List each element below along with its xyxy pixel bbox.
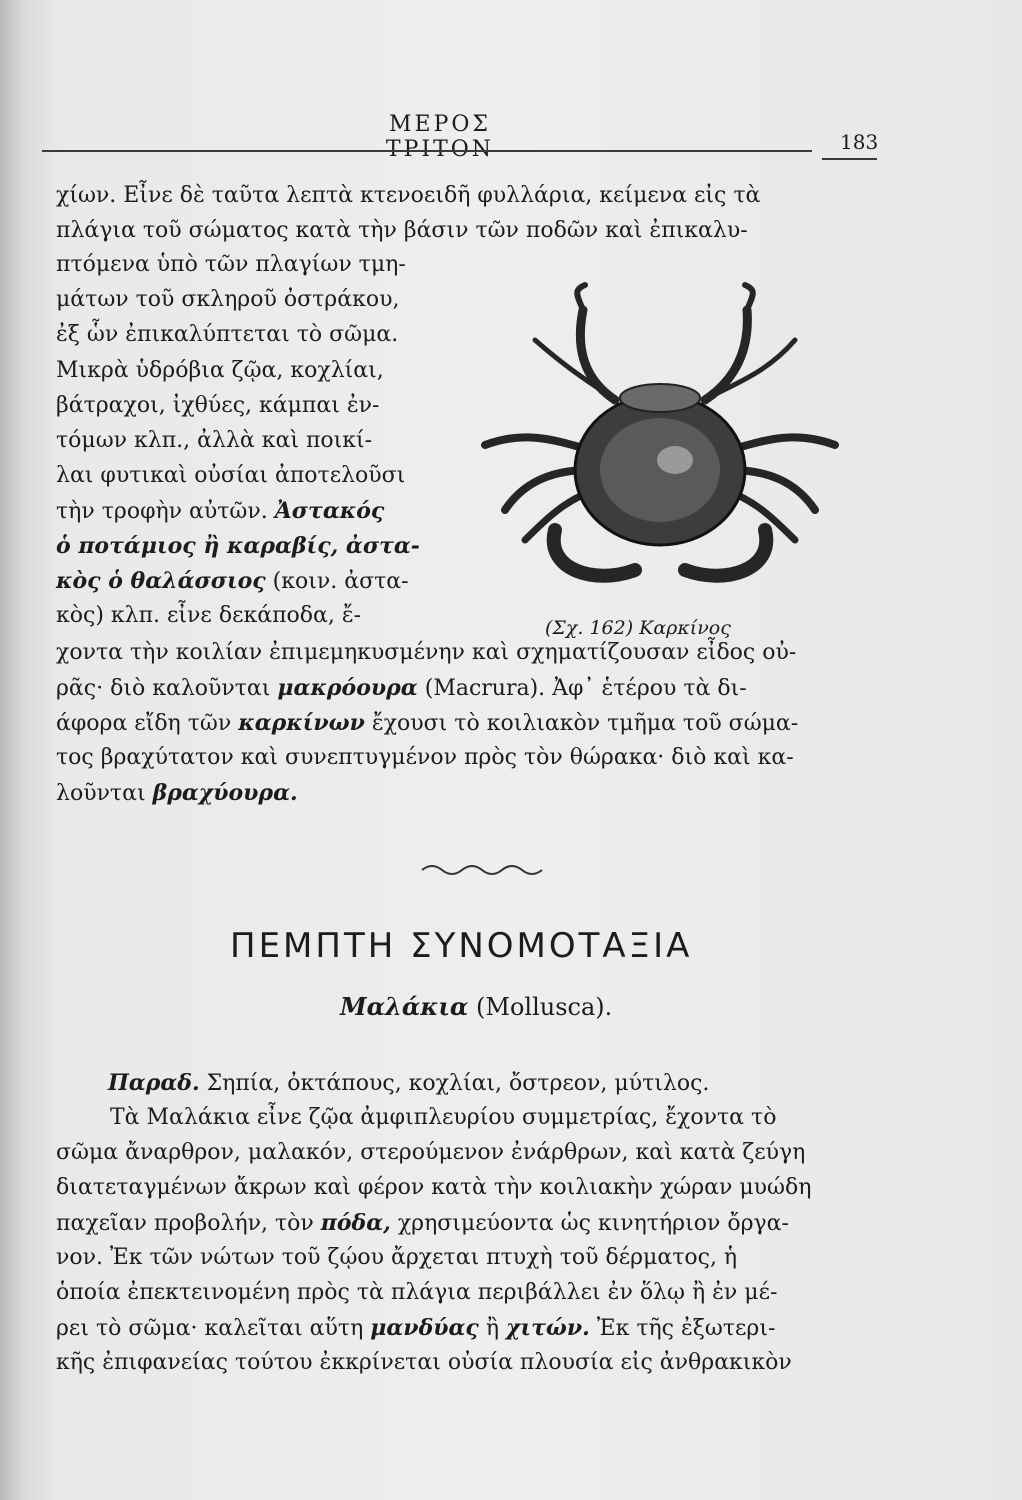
- term-mandyas: μανδύας: [370, 1315, 479, 1341]
- term-thalassios: κὸς ὁ θαλάσσιος: [56, 568, 266, 594]
- text-span: ἢ: [485, 1316, 500, 1341]
- text-line: χίων. Εἶνε δὲ ταῦτα λεπτὰ κτενοειδῆ φυλλάρια, κείμενα εἰς τὰ: [56, 183, 761, 208]
- text-span: (Macrura). Ἀφ᾿ ἑτέρου τὰ δι-: [424, 676, 747, 701]
- text-line: ἐξ ὧν ἐπικαλύπτεται τὸ σῶμα.: [56, 322, 399, 347]
- section-ornament: [420, 858, 550, 882]
- page-number: 183: [840, 130, 879, 154]
- text-span: ρᾶς· διὸ καλοῦνται: [56, 676, 271, 701]
- text-span: άφορα εἴδη τῶν: [56, 711, 232, 736]
- text-line: [56, 568, 409, 595]
- term-macrura: μακρόουρα: [277, 675, 418, 701]
- text-line: [56, 498, 384, 525]
- text-line: [108, 1070, 709, 1097]
- term-karkinon: καρκίνων: [238, 710, 365, 736]
- text-span: (κοιν. ἀστα-: [272, 569, 409, 594]
- text-line: σῶμα ἄναρθρον, μαλακόν, στερούμενον ἐνάρθρων, καὶ κατὰ ζεύγη: [56, 1140, 806, 1165]
- subtitle-latin: (Mollusca).: [476, 993, 613, 1021]
- text-line: [56, 533, 420, 560]
- text-line: Τὰ Μαλάκια εἶνε ζῷα ἀμφιπλευρίου συμμετρίας, ἔχοντα τὸ: [110, 1105, 777, 1130]
- text-line: κὸς) κλπ. εἶνε δεκάποδα, ἔ-: [56, 603, 362, 628]
- label-parad: Παραδ.: [108, 1070, 200, 1096]
- text-span: Σηπία, ὀκτάπους, κοχλίαι, ὄστρεον, μύτιλος.: [206, 1071, 710, 1096]
- text-line: χοντα τὴν κοιλίαν ἐπιμεμηκυσμένην καὶ σχηματίζουσαν εἶδος οὐ-: [56, 640, 797, 665]
- term-astakos: Ἀστακός: [274, 498, 385, 524]
- text-span: τὴν τροφὴν αὐτῶν.: [56, 499, 268, 524]
- text-line: [56, 710, 798, 737]
- subtitle-greek: Μαλάκια: [340, 992, 469, 1021]
- text-line: [56, 675, 747, 702]
- running-head: ΜΕΡΟΣ ΤΡΙΤΟΝ: [385, 112, 495, 162]
- text-line: μάτων τοῦ σκληροῦ ὀστράκου,: [56, 287, 400, 312]
- text-line: [56, 780, 298, 807]
- text-line: πτόμενα ὑπὸ τῶν πλαγίων τμη-: [56, 252, 406, 277]
- section-subtitle: [340, 992, 612, 1021]
- text-line: τος βραχύτατον καὶ συνεπτυγμένον πρὸς τὸν θώρακα· διὸ καὶ κα-: [56, 745, 794, 770]
- text-line: κῆς ἐπιφανείας τούτου ἐκκρίνεται οὐσία πλουσία εἰς ἀνθρακικὸν: [56, 1350, 792, 1375]
- text-line: τόμων κλπ., ἀλλὰ καὶ ποικί-: [56, 428, 373, 453]
- text-line: ὁποία ἐπεκτεινομένη πρὸς τὰ πλάγια περιβάλλει ἐν ὅλῳ ἢ ἐν μέ-: [56, 1280, 778, 1305]
- term-poda: πόδα,: [320, 1210, 391, 1236]
- page-number-rule: [822, 158, 877, 160]
- term-potamios: ὁ ποτάμιος ἢ καραβίς, ἀστα-: [56, 533, 420, 559]
- text-line: [56, 1210, 789, 1237]
- term-brachyoura: βραχύουρα.: [152, 780, 298, 806]
- text-line: διατεταγμένων ἄκρων καὶ φέρον κατὰ τὴν κοιλιακὴν χώραν μυώδη: [56, 1175, 812, 1200]
- crab-illustration: [465, 280, 855, 610]
- text-span: λοῦνται: [56, 781, 146, 806]
- text-line: βάτραχοι, ἰχθύες, κάμπαι ἐν-: [56, 393, 380, 418]
- header-rule: [42, 150, 812, 152]
- section-title: ΠΕΜΠΤΗ ΣΥΝΟΜΟΤΑΞΙΑ: [230, 926, 693, 966]
- text-line: [56, 1315, 775, 1342]
- text-span: Ἐκ τῆς ἐξωτερι-: [596, 1316, 776, 1341]
- text-span: ρει τὸ σῶμα· καλεῖται αὕτη: [56, 1316, 364, 1341]
- figure-caption: (Σχ. 162) Καρκίνος: [545, 617, 731, 639]
- text-span: ἔχουσι τὸ κοιλιακὸν τμῆμα τοῦ σώμα-: [371, 711, 799, 736]
- text-line: λαι φυτικαὶ οὐσίαι ἀποτελοῦσι: [56, 463, 406, 488]
- text-line: νον. Ἐκ τῶν νώτων τοῦ ζῴου ἄρχεται πτυχὴ τοῦ δέρματος, ἡ: [56, 1245, 738, 1270]
- text-line: Μικρὰ ὑδρόβια ζῷα, κοχλίαι,: [56, 358, 384, 383]
- text-line: πλάγια τοῦ σώματος κατὰ τὴν βάσιν τῶν ποδῶν καὶ ἐπικαλυ-: [56, 218, 748, 243]
- term-chiton: χιτών.: [506, 1315, 590, 1341]
- text-span: παχεῖαν προβολήν, τὸν: [56, 1211, 314, 1236]
- text-span: χρησιμεύοντα ὡς κινητήριον ὄργα-: [397, 1211, 789, 1236]
